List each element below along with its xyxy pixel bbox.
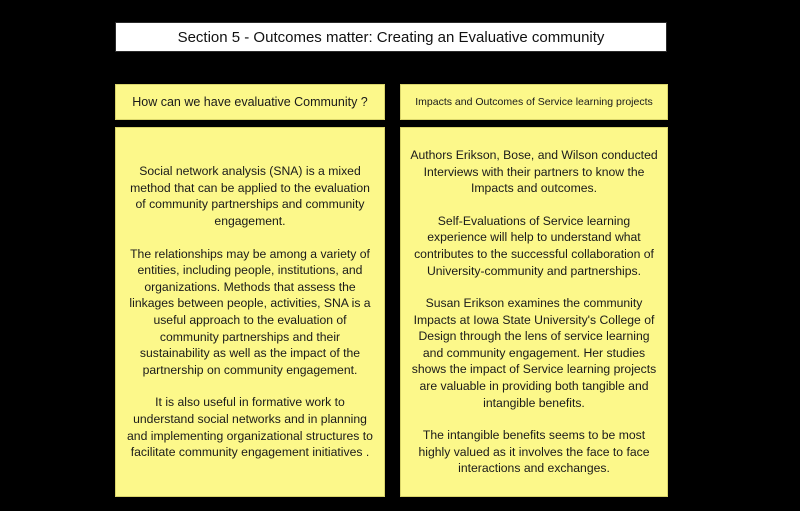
sticky-note-right-body[interactable] [400,127,668,497]
left-body-text [124,163,376,461]
right-body-text [409,147,659,477]
sticky-note-left-heading[interactable] [115,84,385,120]
left-paragraph: Social network analysis (SNA) is a mixed method that can be applied to the evaluation of community partnerships and community engagement. [130,164,370,229]
right-heading-text: Impacts and Outcomes of Service learning projects [415,96,653,108]
sticky-note-right-heading[interactable] [400,84,668,120]
right-paragraph: The intangible benefits seems to be most highly valued as it involves the face to face interactions and exchanges. [418,428,650,476]
right-paragraph: Susan Erikson examines the community Impacts at Iowa State University's College of Design through the lens of service learning and community engagement. Her studies shows the impact of Service learning projects are valuable in providing both tangible and intangible benefits. [411,296,657,410]
left-paragraph: The relationships may be among a variety of entities, including people, institutions, and organizations. Methods that assess the linkages between people, activities, SNA is a useful approach to the evaluation of community partnerships and their sustainability as well as the impact of the partnership on community engagement. [129,246,371,377]
sticky-note-left-body[interactable] [115,127,385,497]
section-title: Section 5 - Outcomes matter: Creating an Evaluative community [115,22,667,52]
right-paragraph: Authors Erikson, Bose, and Wilson conducted Interviews with their partners to know the Impacts and outcomes. [410,147,658,196]
left-paragraph: It is also useful in formative work to understand social networks and in planning and implementing organizational structures to facilitate community engagement initiatives . [127,395,373,460]
right-paragraph: Self-Evaluations of Service learning experience will help to understand what contributes to the successful collaboration of University-community and partnerships. [414,213,654,278]
left-heading-text: How can we have evaluative Community ? [132,95,368,109]
